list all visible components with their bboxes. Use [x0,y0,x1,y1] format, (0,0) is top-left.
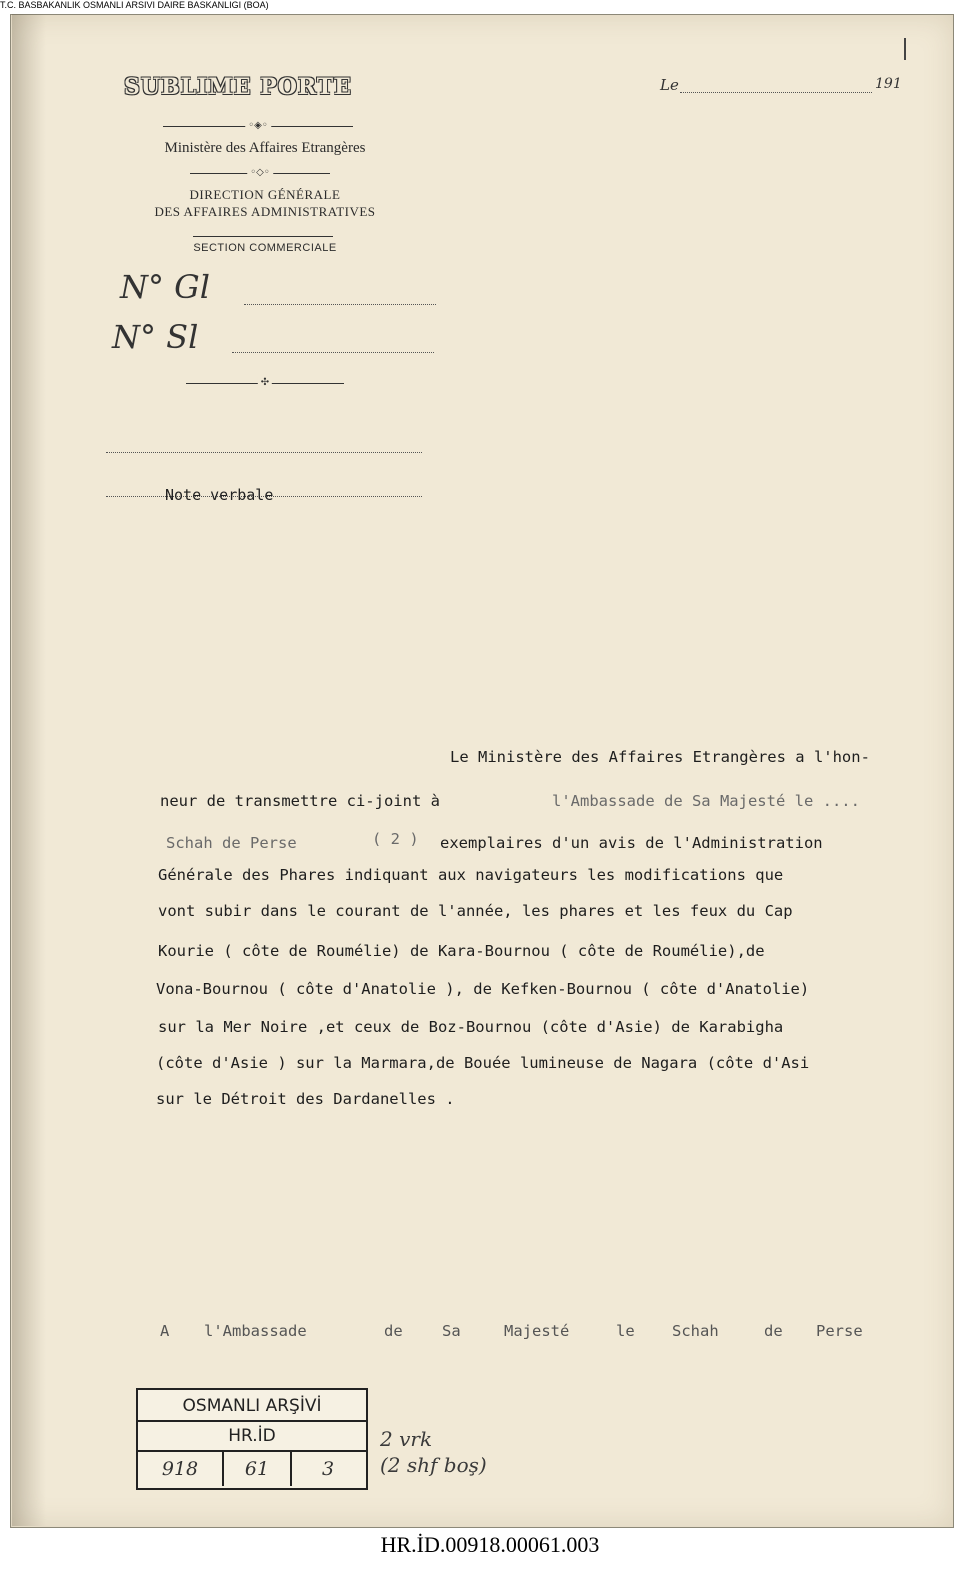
handwritten-note-line-2: (2 shf boş) [380,1453,487,1477]
handwritten-note-line-1: 2 vrk [380,1427,433,1451]
recipient-inline-2: Schah de Perse [166,834,297,852]
address-word: Perse [816,1322,863,1340]
direction-title [120,186,410,220]
ornament-icon: ✣ [258,377,272,388]
address-word: de [764,1322,783,1340]
stamp-dossier: 918 [161,1458,199,1480]
numero-general: N° Gl [120,268,210,306]
ornament-icon: ◦◇◦ [247,167,273,178]
ornament-icon: ◦◈◦ [245,120,271,131]
letterhead-title: SUBLIME PORTE [124,74,352,100]
numero-special: N° Sl [112,318,199,356]
address-word: l'Ambassade [204,1322,307,1340]
blank-line [106,452,422,453]
body-line-1: Le Ministère des Affaires Etrangères a l'hon- [450,748,870,766]
date-year: 191 [875,76,902,92]
body-line-5: vont subir dans le courant de l'année, les phares et les feux du Cap [158,902,793,920]
address-word: de [384,1322,403,1340]
address-word: A [160,1322,170,1340]
ornament-divider [163,120,353,137]
address-word: le [616,1322,635,1340]
handwritten-note [380,1426,487,1478]
stamp-sira: 3 [321,1458,335,1480]
address-line [160,1322,880,1344]
body-line-6: Kourie ( côte de Roumélie) de Kara-Bournou ( côte de Roumélie),de [158,942,765,960]
archive-stamp [136,1388,368,1490]
body-line-8: sur la Mer Noire ,et ceux de Boz-Bournou (côte d'Asie) de Karabigha [158,1018,784,1036]
body-line-2: neur de transmettre ci-joint à [160,792,440,810]
address-word: Sa [442,1322,461,1340]
page-fold-shadow [12,14,46,1526]
numero-general-line [244,304,436,305]
date-line [680,92,872,93]
copies-count: ( 2 ) [372,830,419,848]
address-word: Schah [672,1322,719,1340]
ornament-divider [190,167,330,184]
direction-line-2: DES AFFAIRES ADMINISTRATIVES [154,204,376,219]
stamp-fond: HR.İD [138,1422,366,1452]
stamp-gomlek: 61 [244,1458,270,1480]
numero-special-line [232,352,434,353]
direction-line-1: DIRECTION GÉNÉRALE [189,187,341,202]
corner-mark [904,38,906,60]
recipient-inline: l'Ambassade de Sa Majesté le .... [552,792,860,810]
body-line-4: Générale des Phares indiquant aux navigateurs les modifications que [158,866,784,884]
stamp-title: OSMANLI ARŞİVİ [138,1392,366,1422]
reference-code: HR.İD.00918.00061.003 [380,1532,600,1557]
archive-banner: T.C. BASBAKANLIK OSMANLI ARSIVI DAIRE BASKANLIGI (BOA) [0,0,269,10]
ministry-name: Ministère des Affaires Etrangères [164,140,366,156]
address-word: Majesté [504,1322,570,1340]
section-title: SECTION COMMERCIALE [193,242,337,254]
body-line-10: sur le Détroit des Dardanelles . [156,1090,455,1108]
ornament-divider [186,377,344,394]
body-line-3: exemplaires d'un avis de l'Administration [440,834,823,852]
body-line-7: Vona-Bournou ( côte d'Anatolie ), de Kefken-Bournou ( côte d'Anatolie) [156,980,810,998]
body-line-9: (côte d'Asie ) sur la Marmara,de Bouée lumineuse de Nagara (côte d'Asi [156,1054,810,1072]
subject-note-verbale: Note verbale [165,486,274,504]
date-label: Le [660,76,679,94]
